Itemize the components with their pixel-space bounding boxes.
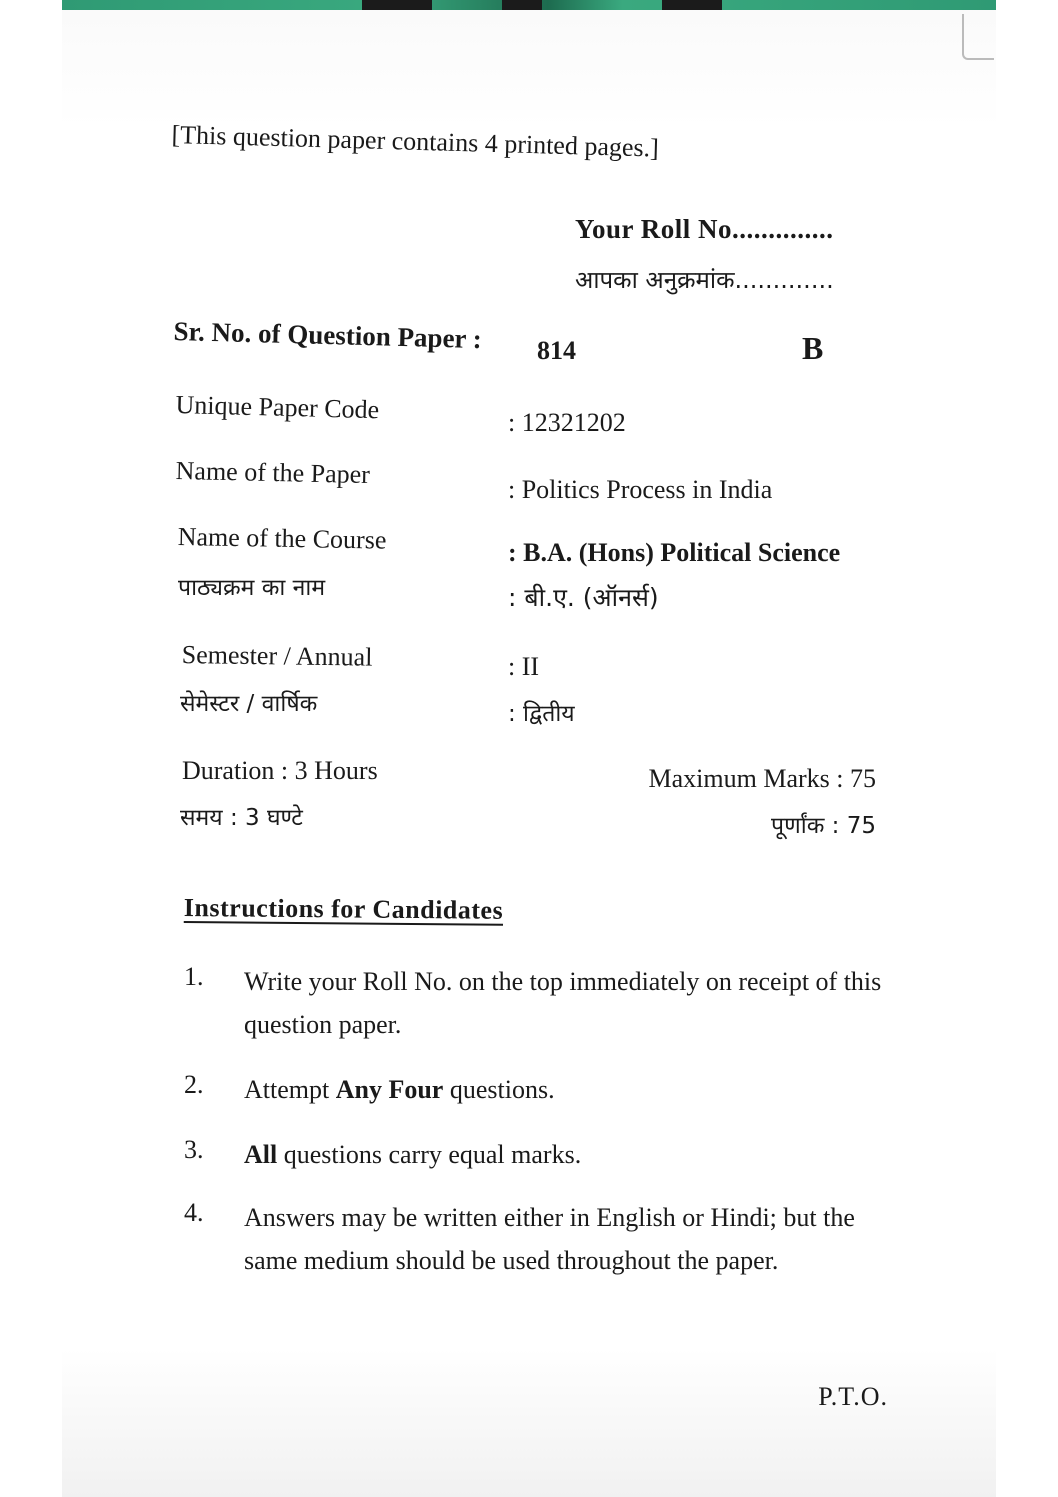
unique-paper-code-label: Unique Paper Code xyxy=(175,390,380,425)
instruction-number: 2. xyxy=(184,1070,204,1099)
semester-label-hindi: सेमेस्टर / वार्षिक xyxy=(180,691,318,717)
course-name-value-hindi: : बी.ए. (ऑनर्स) xyxy=(508,583,659,612)
strip-dark-segment xyxy=(662,0,722,10)
corner-fold-mark xyxy=(962,14,994,60)
paper-name-value: : Politics Process in India xyxy=(508,475,773,504)
instruction-number: 1. xyxy=(184,962,204,991)
instruction-text-part: Attempt xyxy=(244,1075,336,1104)
instruction-number: 3. xyxy=(184,1135,204,1164)
strip-dark-segment xyxy=(502,0,542,10)
course-name-label-hindi: पाठ्यक्रम का नाम xyxy=(178,575,326,601)
duration-english: Duration : 3 Hours xyxy=(182,756,378,785)
please-turn-over: P.T.O. xyxy=(818,1382,888,1411)
semester-value-hindi: : द्वितीय xyxy=(508,701,575,727)
instructions-heading: Instructions for Candidates xyxy=(183,893,504,925)
semester-label: Semester / Annual xyxy=(181,640,373,672)
instruction-text xyxy=(244,1133,884,1176)
course-name-value: : B.A. (Hons) Political Science xyxy=(508,538,841,567)
paper-set-letter: B xyxy=(802,330,824,366)
paper-name-label: Name of the Paper xyxy=(175,456,371,490)
unique-paper-code-value: : 12321202 xyxy=(508,408,626,437)
serial-number-label: Sr. No. of Question Paper : xyxy=(173,316,483,355)
maximum-marks-english: Maximum Marks : 75 xyxy=(648,764,876,793)
semester-value: : II xyxy=(508,652,540,681)
instruction-text-part: questions carry equal marks. xyxy=(277,1140,582,1169)
strip-dark-segment xyxy=(362,0,432,10)
roll-number-english: Your Roll No.............. xyxy=(575,214,834,244)
maximum-marks-hindi: पूर्णांक : 75 xyxy=(771,813,876,839)
duration-hindi: समय : 3 घण्टे xyxy=(180,805,303,831)
instruction-text: Answers may be written either in English or Hindi; but the same medium should be used throughout the paper. xyxy=(244,1203,855,1275)
instruction-text-part: questions. xyxy=(443,1075,555,1104)
page-count-note: [This question paper contains 4 printed pages.] xyxy=(171,120,660,163)
serial-number-value: 814 xyxy=(537,336,576,365)
roll-number-hindi: आपका अनुक्रमांक............. xyxy=(575,266,834,294)
instruction-text xyxy=(244,1068,884,1111)
instruction-number: 4. xyxy=(184,1198,204,1227)
instruction-emphasis: All xyxy=(244,1140,278,1169)
instruction-emphasis: Any Four xyxy=(335,1075,444,1104)
instruction-text: Write your Roll No. on the top immediately on receipt of this question paper. xyxy=(244,967,882,1039)
course-name-label: Name of the Course xyxy=(177,522,387,555)
